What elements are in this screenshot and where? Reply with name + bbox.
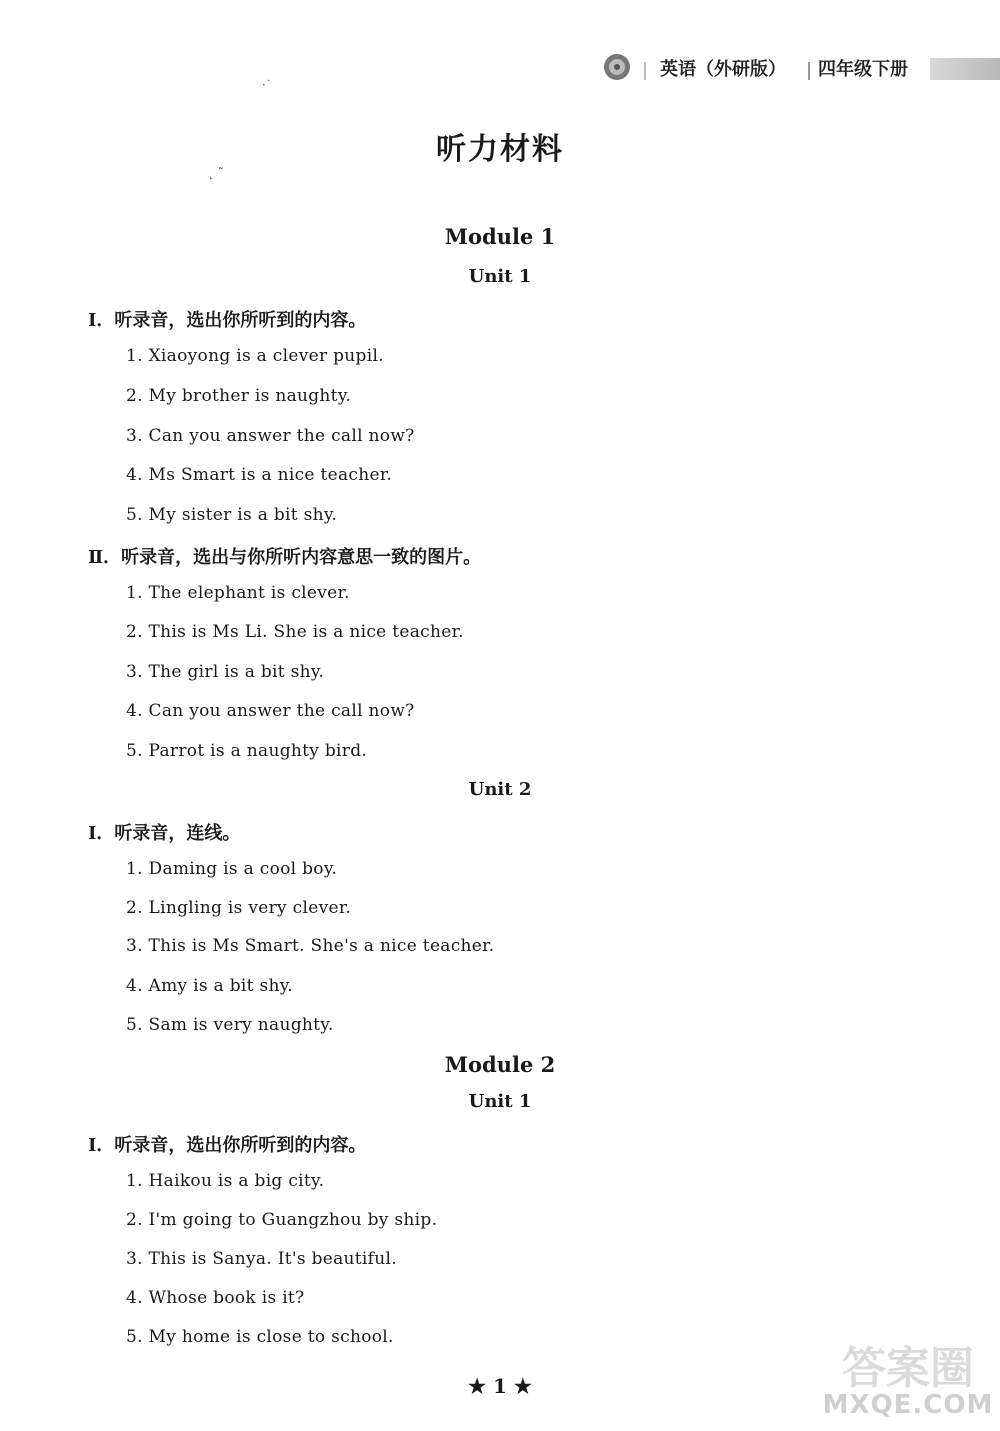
- unit-heading: Unit 1: [468, 266, 532, 287]
- list-item: 2. This is Ms Li. She is a nice teacher.: [126, 622, 464, 642]
- header-fade-bar: [930, 58, 1000, 80]
- header-divider: [644, 62, 646, 80]
- scan-speck: ·˙: [262, 78, 272, 92]
- watermark: [818, 1332, 998, 1428]
- list-item: 1. Daming is a cool boy.: [126, 859, 338, 879]
- header-grade: 四年级下册: [818, 59, 908, 80]
- module-heading: Module 2: [444, 1052, 556, 1077]
- list-item: 2. Lingling is very clever.: [126, 898, 352, 918]
- list-item: 3. The girl is a bit shy.: [126, 662, 325, 682]
- unit-heading: Unit 2: [468, 779, 532, 800]
- page-header: [600, 50, 1000, 88]
- list-item: 2. My brother is naughty.: [126, 386, 352, 406]
- list-item: 5. Parrot is a naughty bird.: [126, 741, 368, 761]
- list-item: 5. Sam is very naughty.: [126, 1015, 334, 1035]
- list-item: 3. Can you answer the call now?: [126, 426, 415, 446]
- scan-speck: ˛ ˜: [208, 166, 224, 180]
- list-item: 3. This is Ms Smart. She's a nice teacher.: [126, 936, 495, 956]
- list-item: 1. Haikou is a big city.: [126, 1171, 325, 1191]
- list-item: 1. The elephant is clever.: [126, 583, 350, 603]
- module-heading: Module 1: [444, 224, 556, 249]
- star-icon: ★: [468, 1374, 494, 1398]
- list-item: 1. Xiaoyong is a clever pupil.: [126, 346, 384, 366]
- star-icon: ★: [506, 1374, 532, 1398]
- list-item: 4. Ms Smart is a nice teacher.: [126, 465, 393, 485]
- list-item: 5. My home is close to school.: [126, 1327, 394, 1347]
- list-item: 3. This is Sanya. It's beautiful.: [126, 1249, 397, 1269]
- section-heading: Ⅱ．听录音，选出与你所听内容意思一致的图片。: [88, 547, 482, 568]
- watermark-site: MXQE.COM: [822, 1390, 994, 1420]
- list-item: 4. Can you answer the call now?: [126, 701, 415, 721]
- list-item: 4. Whose book is it?: [126, 1288, 305, 1308]
- unit-heading: Unit 1: [468, 1091, 532, 1112]
- header-subject-title: 英语（外研版）: [660, 59, 786, 80]
- page-number-value: 1: [493, 1374, 507, 1398]
- list-item: 2. I'm going to Guangzhou by ship.: [126, 1210, 438, 1230]
- watermark-logo: 答案圈: [842, 1343, 974, 1394]
- list-item: 4. Amy is a bit shy.: [126, 976, 294, 996]
- book-logo-icon: [602, 52, 632, 82]
- section-heading: Ⅰ．听录音，选出你所听到的内容。: [88, 1135, 367, 1156]
- section-heading: Ⅰ．听录音，连线。: [88, 823, 241, 844]
- section-heading: Ⅰ．听录音，选出你所听到的内容。: [88, 310, 367, 331]
- header-divider: [808, 62, 810, 80]
- list-item: 5. My sister is a bit shy.: [126, 505, 338, 525]
- page-title: 听力材料: [436, 132, 564, 167]
